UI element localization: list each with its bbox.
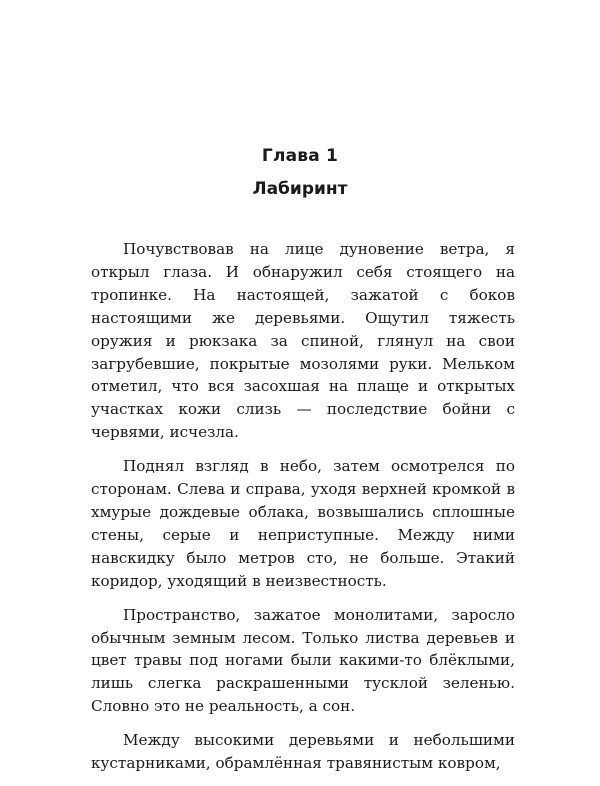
paragraph: Пространство, зажатое монолитами, заросло обычным земным лесом. Только листва деревьев и цвет травы под ногами были какими-то блёклыми, лишь слегка раскрашенными тусклой зеленью. Словно это не реальность, а сон.	[91, 605, 515, 716]
chapter-title: Лабиринт	[252, 179, 348, 199]
chapter-number: Глава 1	[261, 146, 339, 166]
chapter-body	[91, 238, 515, 786]
paragraph: Почувствовав на лице дуновение ветра, я открыл глаза. И обнаружил себя стоящего на тропинке. На настоящей, зажатой с боков настоящими же деревьями. Ощутил тяжесть оружия и рюкзака за спиной, глянул на свои загрубевшие, покрытые мозолями руки. Мельком отметил, что вся засохшая на плаще и открытых участках кожи слизь — последствие бойни с червями, исчезла.	[91, 240, 515, 442]
paragraph: Поднял взгляд в небо, затем осмотрелся по сторонам. Слева и справа, уходя верхней кромкой в хмурые дождевые облака, возвышались сплошные стены, серые и неприступные. Между ними навскидку было метров сто, не больше. Этакий коридор, уходящий в неизвестность.	[91, 457, 515, 590]
paragraph: Между высокими деревьями и небольшими кустарниками, обрамлённая травянистым ковром,	[91, 731, 515, 773]
